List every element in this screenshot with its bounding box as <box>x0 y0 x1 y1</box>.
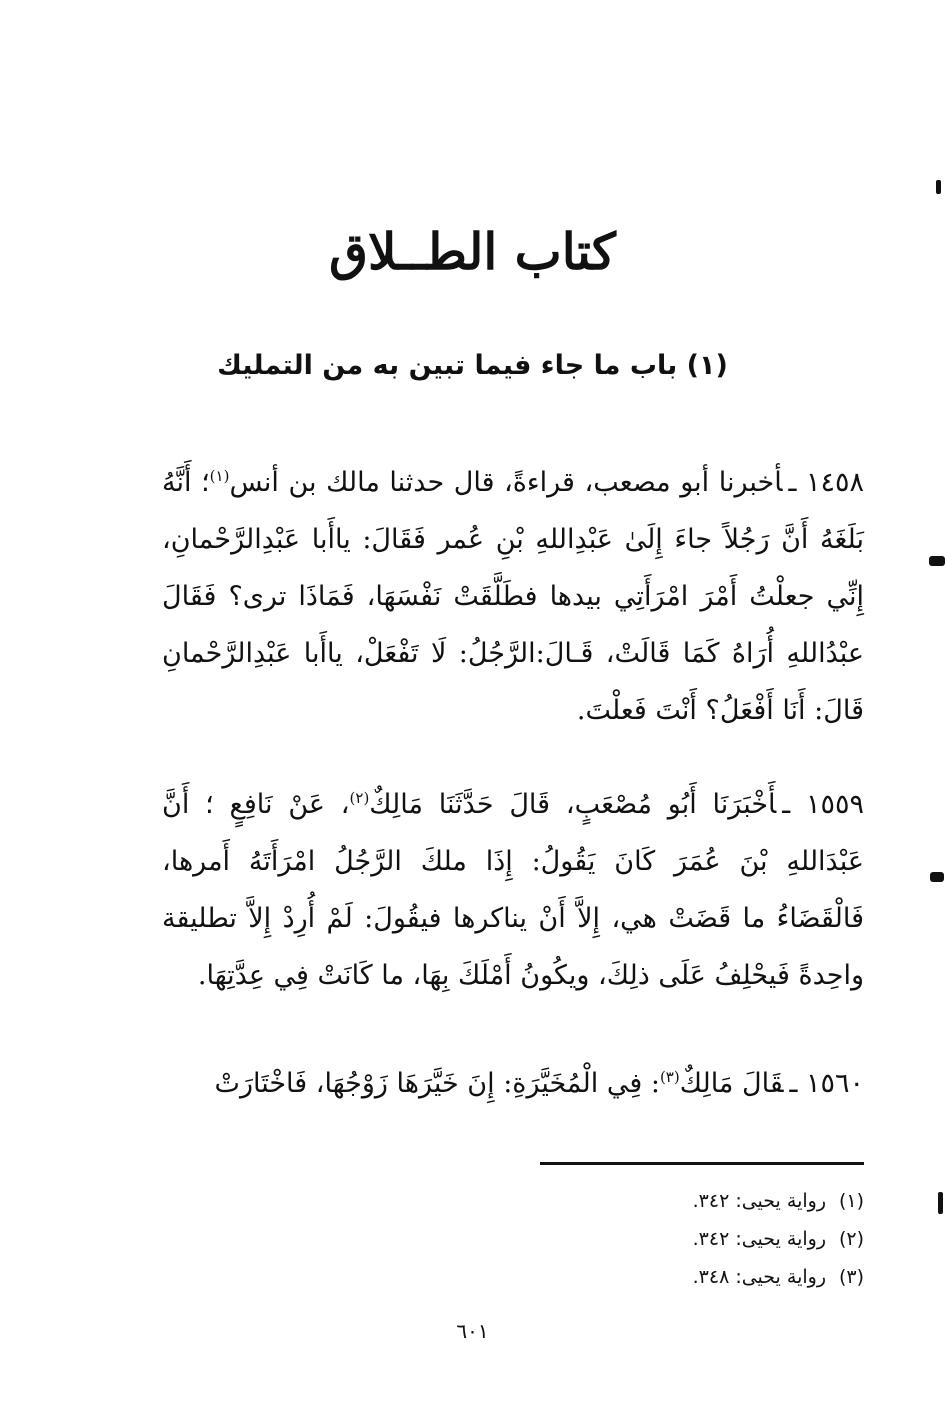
scan-edge-mark <box>929 556 945 566</box>
hadith-1560 <box>162 1055 864 1112</box>
footnotes <box>520 1182 864 1296</box>
footnote-text: رواية يحيى: ٣٤٢. <box>692 1228 826 1250</box>
hadith-text: أخبرنا أبو مصعب، قراءةً، قال حدثنا مالك بن أنس <box>229 467 783 498</box>
scan-edge-mark <box>938 1192 943 1214</box>
footnote-separator <box>540 1162 864 1165</box>
hadith-text: قَالَ مَالِكٌ <box>679 1068 784 1099</box>
footnote-mark: (٢) <box>838 1228 864 1250</box>
chapter-title: (١) باب ما جاء فيما تبين به من التمليك <box>217 350 728 381</box>
hadith-1559 <box>162 776 864 1004</box>
footnote-mark: (٣) <box>838 1266 864 1288</box>
hadith-text-continued: ؛ أَنَّهُ بَلَغَهُ أَنَّ رَجُلاً جاءَ إِلَىٰ عَبْدِاللهِ بْنِ عُمر فَقَالَ: ياأَبا عَبْدِالرَّحْمانِ، إِنِّي جعلْتُ أَمْرَ امْرَأَتِي بيدها فطَلَّقَتْ نَفْسَهَا، فَمَاذَا ترى؟ فَقَالَ عبْدُاللهِ أُرَاهُ كَمَا قَالَتْ، قَـالَ:الرَّجُلُ: لَا تَفْعَلْ، ياأَبا عَبْدِالرَّحْمانِ قَالَ: أَنَا أَفْعَلُ؟ أَنْتَ فَعلْتَ. <box>162 467 864 726</box>
footnote-ref-2[interactable]: (٢) <box>349 789 370 807</box>
footnote-ref-3[interactable]: (٣) <box>659 1068 680 1086</box>
footnote-mark: (١) <box>838 1190 864 1212</box>
footnote-text: رواية يحيى: ٣٤٢. <box>692 1190 826 1212</box>
book-title: كتاب الطــلاق <box>329 222 616 281</box>
hadith-text-continued: : فِي الْمُخَيَّرَةِ: إِنَ خَيَّرَهَا زَوْجُهَا، فَاخْتَارَتْ <box>214 1068 660 1099</box>
footnote-2 <box>520 1220 864 1258</box>
footnote-3 <box>520 1258 864 1296</box>
hadith-number: ١٤٥٨ ـ <box>788 467 864 498</box>
hadith-text-continued: ، عَنْ نَافِعٍ ؛ أَنَّ عَبْدَاللهِ بْنَ عُمَرَ كَانَ يَقُولُ: إِذَا ملكَ الرَّجُلُ امْرَأَتَهُ أَمرها، فَالْقَضَاءُ ما قَضَتْ هي، إِلاَّ أَنْ يناكرها فيقُولَ: لَمْ أُرِدْ إِلاَّ تطليقة واحِدةً فَيحْلِفُ عَلَى ذلِكَ، ويكُونُ أَمْلَكَ بِهَا، ما كَانَتْ فِي عِدَّتِهَا. <box>162 789 864 991</box>
page-number: ٦٠١ <box>456 1319 489 1343</box>
hadith-number: ١٥٦٠ ـ <box>789 1068 864 1099</box>
scan-edge-mark <box>936 180 941 194</box>
footnote-1 <box>520 1182 864 1220</box>
footnote-text: رواية يحيى: ٣٤٨. <box>692 1266 826 1288</box>
hadith-1458 <box>162 454 864 739</box>
hadith-text: أَخْبَرَنَا أَبُو مُصْعَبٍ، قَالَ حَدَّثَنَا مَالِكٌ <box>369 789 777 820</box>
hadith-number: ١٥٥٩ ـ <box>782 789 864 820</box>
footnote-ref-1[interactable]: (١) <box>209 467 230 485</box>
scan-edge-mark <box>930 872 944 882</box>
